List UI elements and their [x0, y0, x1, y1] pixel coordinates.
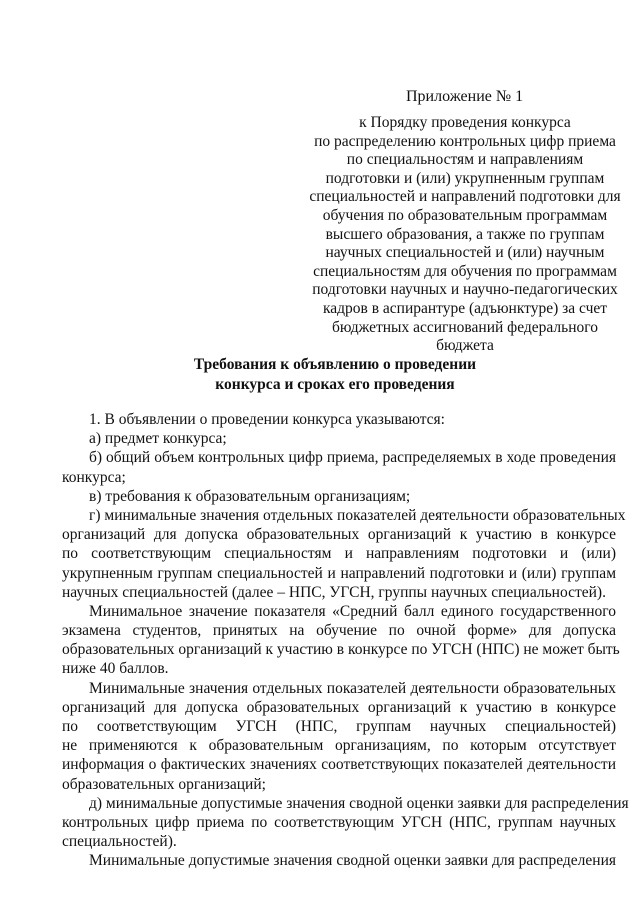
body-line: б) общий объем контрольных цифр приема, распределяемых в ходе проведения: [89, 449, 616, 467]
appendix-title: Приложение № 1: [406, 88, 524, 105]
appendix-line: специальностям для обучения по программам: [313, 262, 617, 280]
appendix-line: бюджетных ассигнований федерального: [332, 318, 598, 336]
section-heading: [160, 355, 510, 395]
body-line: Минимальные допустимые значения сводной оценки заявки для распределения: [89, 852, 616, 870]
body-line: образовательных организаций;: [62, 775, 266, 793]
body-line: по соответствующим специальностям и направлениям подготовки и (или): [62, 545, 616, 563]
appendix-line: высшего образования, а также по группам: [325, 225, 605, 243]
body-line: д) минимальные допустимые значения сводной оценки заявки для распределения: [89, 794, 629, 812]
body-line: а) предмет конкурса;: [89, 430, 227, 448]
heading-line: Требования к объявлению о проведении: [193, 356, 477, 373]
body-line: не применяются к образовательным организациям, по которым отсутствует: [62, 737, 616, 755]
appendix-line: бюджета: [436, 337, 494, 355]
body-line: г) минимальные значения отдельных показателей деятельности образовательных: [89, 506, 626, 524]
appendix-line: научных специальностей и (или) научным: [325, 244, 605, 262]
appendix-line: подготовки и (или) укрупненным группам: [325, 169, 605, 187]
appendix-line: по распределению контрольных цифр приема: [314, 132, 616, 150]
body-line: в) требования к образовательным организациям;: [89, 487, 411, 505]
appendix-block: [300, 86, 630, 356]
appendix-line: к Порядку проведения конкурса: [359, 114, 571, 131]
document-body: [62, 410, 629, 871]
appendix-line: кадров в аспирантуре (адъюнктуре) за счет: [322, 299, 608, 317]
appendix-subtitle: [300, 114, 630, 356]
appendix-line: специальностей и направлений подготовки для: [309, 188, 621, 206]
body-line: ниже 40 баллов.: [62, 660, 169, 678]
body-line: организаций для допуска образовательных организаций к участию в конкурсе: [62, 698, 616, 716]
appendix-line: подготовки научных и научно-педагогических: [312, 281, 618, 299]
body-line: образовательных организаций к участию в конкурсе по УГСН (НПС) не может быть: [62, 641, 620, 659]
body-line: конкурса;: [62, 468, 126, 486]
appendix-line: по специальностям и направлениям: [346, 151, 584, 169]
body-line: информация о фактических значениях соответствующих показателей деятельности: [62, 756, 616, 774]
body-line: организаций для допуска образовательных организаций к участию в конкурсе: [62, 526, 616, 544]
body-line: Минимальное значение показателя «Средний балл единого государственного: [89, 602, 616, 620]
body-line: по соответствующим УГСН (НПС, группам научных специальностей): [62, 718, 616, 735]
body-line: экзамена студентов, принятых на обучение по очной форме» для допуска: [62, 622, 616, 640]
appendix-line: обучения по образовательным программам: [322, 206, 608, 224]
body-line: 1. В объявлении о проведении конкурса указываются:: [89, 411, 445, 428]
body-line: специальностей).: [62, 833, 177, 851]
body-line: Минимальные значения отдельных показателей деятельности образовательных: [89, 679, 616, 697]
heading-line: конкурса и сроках его проведения: [215, 376, 455, 393]
body-line: научных специальностей (далее – НПС, УГСН, группы научных специальностей).: [62, 583, 606, 601]
body-line: контрольных цифр приема по соответствующим УГСН (НПС, группам научных: [62, 813, 616, 831]
body-line: укрупненным группам специальностей и направлений подготовки и (или) группам: [62, 564, 616, 582]
